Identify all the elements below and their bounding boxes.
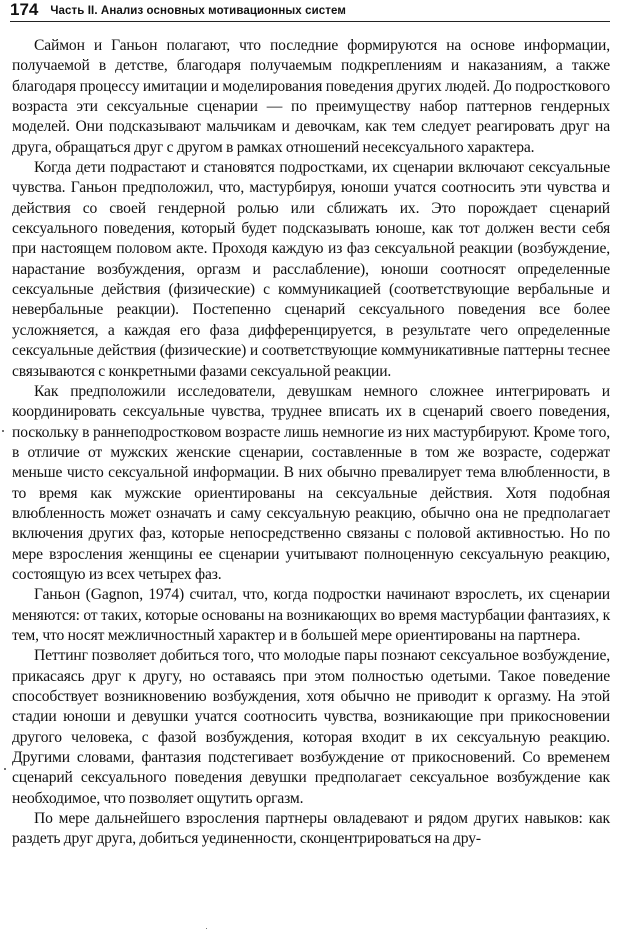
scan-speck (2, 430, 4, 432)
scan-speck (206, 928, 207, 929)
paragraph: Когда дети подрастают и становятся подростками, их сценарии включают сексуальные чувства. Ганьон предположил, что, мастурбируя, юноши учатся соотносить эти чувства и действия со своей гендерной ролью или сближать их. Это порождает сценарий сексуального поведения, который будет подсказывать юноше, как тот должен вести себя при настоящем половом акте. Проходя каждую из фаз сексуальной реакции (возбуждение, нарастание возбуждения, оргазм и расслабление), юноши соотносят определенные сексуальные действия (физические) с коммуникацией (соответствующие вербальные и невербальные реакции). Постепенно сценарий сексуального поведения все более усложняется, а каждая его фаза дифференцируется, в результате чего определенные сексуальные действия (физические) и соответствующие коммуникативные паттерны теснее связываются с конкретными фазами сексуальной реакции. (12, 159, 610, 380)
page-header (10, 0, 610, 22)
paragraph: Саймон и Ганьон полагают, что последние формируются на основе информации, получаемой в детстве, благодаря получаемым подкреплениям и наказаниям, а также благодаря процессу имитации и моделирования поведения других людей. До подросткового возраста эти сексуальные сценарии — по преимуществу набор паттернов гендерных моделей. Они подсказывают мальчикам и девочкам, как тем следует реагировать друг на друга, обращаться друг с другом в рамках отношений несексуального характера. (12, 37, 610, 156)
paragraph: Как предположили исследователи, девушкам немного сложнее интегрировать и координировать сексуальные чувства, труднее вписать их в сценарий своего поведения, поскольку в раннеподростковом возрасте лишь немногие из них мастурбируют. Кроме того, в отличие от мужских женские сценарии, составленные в том же возрасте, содержат меньше чисто сексуальной информации. В них обычно превалирует тема влюбленности, в то время как мужские ориентированы на сексуальные действия. Хотя подобная влюбленность может означать и саму сексуальную реакцию, обычно она не предполагает включения других фаз, которые непосредственно связаны с половой активностью. Но по мере взросления женщины ее сценарии учитывают полноценную сексуальную реакцию, состоящую из всех четырех фаз. (12, 382, 610, 583)
paragraph: По мере дальнейшего взросления партнеры овладевают и рядом других навыков: как раздеть друг друга, добиться уединенности, сконцентрироваться на дру- (12, 810, 610, 848)
body-text (12, 36, 610, 850)
scan-speck (4, 768, 6, 770)
running-head: Часть II. Анализ основных мотивационных систем (50, 5, 346, 17)
page-number: 174 (10, 0, 39, 19)
paragraph: Ганьон (Gagnon, 1974) считал, что, когда подростки начинают взрослеть, их сценарии меняются: от таких, которые основаны на возникающих во время мастурбации фантазиях, к тем, что носят межличностный характер и в большей мере ориентированы на партнера. (12, 586, 610, 644)
paragraph: Петтинг позволяет добиться того, что молодые пары познают сексуальное возбуждение, прикасаясь друг к другу, но оставаясь при этом полностью одетыми. Такое поведение способствует возникновению возбуждения, хотя обычно не приводит к оргазму. На этой стадии юноши и девушки учатся соотносить чувства, возникающие при прикосновении другого человека, с фазой возбуждения, которая входит в их сексуальную реакцию. Другими словами, фантазия подстегивает возбуждение от прикосновений. Со временем сценарий сексуального поведения девушки предполагает сексуальное возбуждение как необходимое, что позволяет ощутить оргазм. (12, 647, 610, 807)
